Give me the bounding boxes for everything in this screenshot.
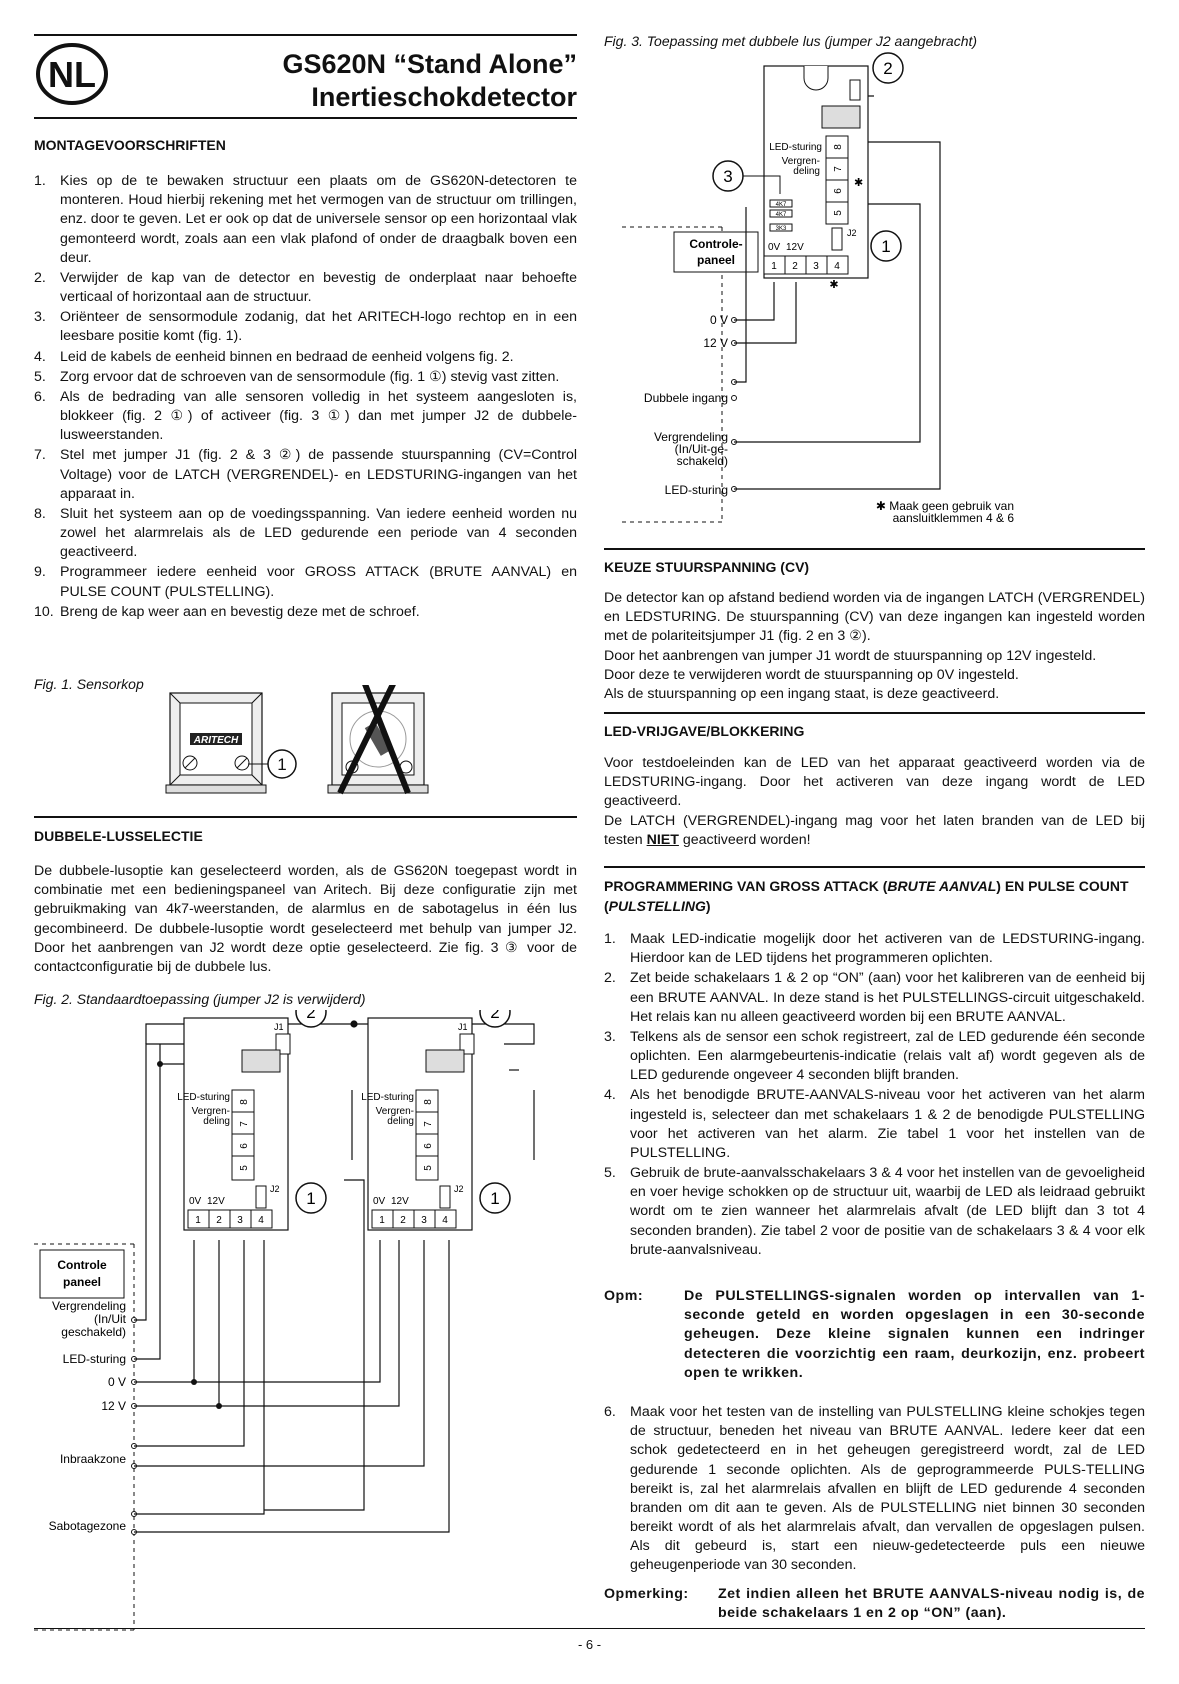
step-number: 4.	[34, 348, 46, 365]
montage-step	[34, 172, 577, 268]
svg-text:✱ Maak geen gebruik van: ✱ Maak geen gebruik van	[875, 499, 1014, 513]
fig3-diagram	[604, 52, 1145, 542]
step-number: 1.	[604, 931, 616, 947]
svg-text:Inbraakzone: Inbraakzone	[59, 1452, 126, 1466]
opmerking-text: Zet indien alleen het BRUTE AANVALS-niveau nodig is, de beide schakelaars 1 en 2 op “ON” (aan).	[718, 1586, 1145, 1622]
montage-heading: MONTAGEVOORSCHRIFTEN	[34, 137, 226, 153]
language-badge	[34, 42, 110, 106]
prog-step	[604, 1028, 1145, 1086]
niet-emphasis: NIET	[646, 831, 679, 848]
fig2-caption: Fig. 2. Standaardtoepassing (jumper J2 is verwijderd)	[34, 991, 366, 1007]
cv-heading: KEUZE STUURSPANNING (CV)	[604, 559, 810, 575]
svg-text:2: 2	[216, 1215, 222, 1226]
step-text: Zorg ervoor dat de schroeven van de sensormodule (fig. 1 ①) stevig vast zitten.	[60, 368, 560, 385]
page-number: - 6 -	[577, 1637, 602, 1652]
step-text: Zet beide schakelaars 1 & 2 op “ON” (aan) voor het kalibreren van de eenheid bij een BRUTE AANVAL. In deze stand is het PULSTELLINGS-circuit uitgeschakeld. Het relais kan nu alleen geactiveerd worden bij een BRUTE AANVAL.	[630, 970, 1145, 1025]
svg-text:6: 6	[833, 188, 844, 194]
cv-para-2: Door het aanbrengen van jumper J1 wordt de stuurspanning op 12V ingesteld.	[604, 647, 1097, 664]
svg-text:deling: deling	[793, 166, 820, 177]
svg-text:Vergrendeling: Vergrendeling	[51, 1299, 126, 1313]
svg-text:1: 1	[195, 1215, 201, 1226]
svg-text:paneel: paneel	[62, 1275, 102, 1289]
fig1-callout-number: 1	[277, 755, 287, 774]
svg-text:3K3: 3K3	[775, 226, 787, 232]
svg-text:4K7: 4K7	[775, 212, 787, 218]
svg-text:J2: J2	[847, 228, 857, 238]
svg-text:0 V: 0 V	[709, 313, 728, 327]
prog-heading: PROGRAMMERING VAN GROSS ATTACK (BRUTE AANVAL) EN PULSE COUNT (PULSTELLING)	[604, 878, 1129, 914]
step-text: Stel met jumper J1 (fig. 2 & 3 ②) de passende stuurspanning (CV=Control Voltage) voor de LATCH (VERGRENDEL)- en LEDSTURING-ingangen van het apparaat in.	[60, 447, 577, 502]
svg-text:7: 7	[239, 1121, 250, 1127]
svg-text:Dubbele ingang: Dubbele ingang	[643, 391, 728, 405]
led-para-2: De LATCH (VERGRENDEL)-ingang mag voor het laten branden van de LED bij testen NIET geactiveerd worden!	[604, 812, 1145, 848]
aritech-logo: ARITECH	[193, 735, 239, 746]
svg-text:J2: J2	[454, 1184, 464, 1194]
svg-text:Vergrendeling: Vergrendeling	[653, 430, 728, 444]
svg-text:LED-sturing: LED-sturing	[62, 1352, 126, 1366]
prog-steps	[604, 930, 1145, 1261]
opmerking-label: Opmerking:	[604, 1586, 689, 1602]
step-text: Kies op de te bewaken structuur een plaats om de GS620N-detectoren te monteren. Houd hierbij rekening met het vermogen van de structuur om trillingen, enz. door te geven. Let er ook op dat de universele sensor op een horizontaal vlak gemonteerd wordt, zoals aan een vlak plafond of onder de draagbalk boven een deur.	[60, 173, 577, 266]
step-number: 2.	[604, 970, 616, 987]
step-number: 2.	[34, 269, 46, 286]
svg-text:0V: 0V	[373, 1196, 386, 1207]
montage-step	[34, 348, 577, 367]
header-rule-top	[34, 34, 577, 36]
title-line-1: GS620N “Stand Alone”	[282, 49, 577, 79]
svg-text:Vergren-: Vergren-	[191, 1106, 230, 1117]
svg-text:2: 2	[306, 1010, 316, 1022]
svg-text:deling: deling	[203, 1116, 230, 1127]
step-number: 6.	[34, 388, 46, 405]
svg-text:J2: J2	[270, 1184, 280, 1194]
step-number: 9.	[34, 564, 46, 581]
svg-text:aansluitklemmen 4 & 6: aansluitklemmen 4 & 6	[892, 511, 1014, 525]
svg-text:0V: 0V	[189, 1196, 202, 1207]
led-para-1: Voor testdoeleinden kan de LED van het apparaat geactiveerd worden via de LEDSTURING-ingang. Door het activeren van deze ingang wordt de LED geactiveerd.	[604, 755, 1145, 810]
svg-text:Sabotagezone: Sabotagezone	[48, 1519, 126, 1533]
page-title	[160, 48, 577, 114]
step-text: Als het benodigde BRUTE-AANVALS-niveau voor het activeren van het alarm ingesteld is, selecteer dan met schakelaars 1 & 2 de benodigde PULSTELLING voor het activeren van het alarm. Zie tabel 1 voor het instellen van de PULSTELLING.	[630, 1087, 1145, 1161]
opmerking-note	[604, 1585, 1145, 1623]
svg-text:2: 2	[400, 1215, 406, 1226]
step-number: 7.	[34, 447, 46, 464]
step-number: 10.	[34, 603, 54, 620]
svg-text:5: 5	[833, 210, 844, 216]
svg-text:Controle: Controle	[57, 1258, 107, 1272]
prog-rule	[604, 866, 1145, 868]
svg-text:3: 3	[237, 1215, 243, 1226]
step6-text: Maak voor het testen van de instelling van PULSTELLING kleine schokjes tegen de structuur, beneden het niveau van BRUTE AANVAL. Iedere keer dat een schok gedetecteerd en in het geheugen geregistreerd wordt, zal de LED gedurende 1 seconde oplichten. Als de geprogrammeerde PULS-TELLING bereikt is, zal het alarmrelais afvallen en blijft de LED gedurende 4 seconden branden om dit aan te geven. Als de PULSTELLING niet binnen 30 seconden bereikt wordt of als het alarmrelais afvalt, dan vervallen de opgeslagen pulsen. Als dit gebeurd is, start een nieuw-gedetecteerde puls een nieuwe geheugenperiode van 30 seconden.	[630, 1404, 1145, 1574]
svg-text:4: 4	[834, 261, 840, 272]
cv-para-4: Als de stuurspanning op een ingang staat, is deze geactiveerd.	[604, 685, 1000, 702]
step-text: Programmeer iedere eenheid voor GROSS ATTACK (BRUTE AANVAL) en PULSE COUNT (PULSTELLING).	[60, 564, 577, 600]
svg-text:12 V: 12 V	[703, 336, 728, 350]
svg-text:8: 8	[239, 1099, 250, 1105]
montage-steps	[34, 172, 577, 623]
svg-text:2: 2	[883, 59, 893, 78]
svg-text:8: 8	[833, 144, 844, 150]
montage-step	[34, 368, 577, 387]
svg-text:LED-sturing: LED-sturing	[177, 1092, 230, 1103]
opm-note	[604, 1287, 1145, 1383]
fig1-caption: Fig. 1. Sensorkop	[34, 676, 144, 692]
prog-step-6	[604, 1403, 1145, 1577]
svg-text:1: 1	[306, 1189, 316, 1208]
step-text: Sluit het systeem aan op de voedingsspanning. Van iedere eenheid worden nu zowel het alarmrelais als de LED gedurende een periode van 4 seconden geactiveerd.	[60, 505, 577, 561]
step-text: Leid de kabels de eenheid binnen en bedraad de eenheid volgens fig. 2.	[60, 348, 514, 365]
svg-text:12V: 12V	[391, 1196, 409, 1207]
step-number: 8.	[34, 505, 46, 522]
svg-text:✱: ✱	[829, 279, 839, 291]
svg-text:4K7: 4K7	[775, 202, 787, 208]
svg-text:8: 8	[423, 1099, 434, 1105]
svg-text:6: 6	[239, 1143, 250, 1149]
svg-text:(In/Uit-ge-: (In/Uit-ge-	[674, 442, 728, 456]
svg-text:schakeld): schakeld)	[676, 454, 728, 468]
step-text: Oriënteer de sensormodule zodanig, dat het ARITECH-logo rechtop en in een leesbare positie komt (fig. 1).	[60, 309, 577, 345]
fig1-diagram	[160, 685, 490, 805]
svg-text:LED-sturing: LED-sturing	[361, 1092, 414, 1103]
svg-text:12V: 12V	[786, 242, 804, 253]
svg-text:Vergren-: Vergren-	[375, 1106, 414, 1117]
svg-text:0 V: 0 V	[107, 1375, 126, 1389]
step-number: 3.	[604, 1028, 616, 1045]
svg-text:7: 7	[833, 166, 844, 172]
montage-step	[34, 269, 577, 307]
svg-text:Controle-: Controle-	[689, 237, 743, 251]
fig2-board-b	[361, 1010, 510, 1230]
step-text: Verwijder de kap van de detector en bevestig de onderplaat naar behoefte verticaal of horizontaal aan de structuur.	[60, 269, 577, 306]
step-text: Maak LED-indicatie mogelijk door het activeren van de LEDSTURING-ingang. Hierdoor kan de LED tijdens het programmeren oplichten.	[630, 931, 1145, 967]
step-text: Gebruik de brute-aanvalsschakelaars 3 & 4 voor het instellen van de gevoeligheid en voer hevige schokken op de structuur uit, waarbij de LED als leidraad gebruikt wordt om te zien wanneer het alarmrelais afvalt (de LED blijft dan 3 tot 4 seconden branden). Zie tabel 2 voor de positie van de schakelaars 3 & 4 voor elk brute-aanvalsniveau.	[630, 1165, 1145, 1258]
step-number: 4.	[604, 1087, 616, 1104]
svg-text:6: 6	[423, 1143, 434, 1149]
montage-step	[34, 563, 577, 601]
sensor-head-correct	[166, 693, 266, 793]
opm-text: De PULSTELLINGS-signalen worden op intervallen van 1-seconde geteld en worden opgeslagen in een 30-seconde geheugen. Deze kleine signalen kunnen een indringer detecteren die voorzichtig een raam, deurkozijn, enz. probeert open te wrikken.	[684, 1288, 1145, 1381]
step-text: Breng de kap weer aan en bevestig deze met de schroef.	[60, 603, 420, 620]
led-rule	[604, 712, 1145, 714]
svg-text:(In/Uit: (In/Uit	[93, 1312, 126, 1326]
fig3-caption: Fig. 3. Toepassing met dubbele lus (jumper J2 aangebracht)	[604, 33, 978, 49]
step-text: Telkens als de sensor een schok registreert, zal de LED gedurende één seconde oplichten. Een alarmgebeurtenis-indicatie (relais valt af) wordt gegeven als de LED gedurende ongeveer 4 seconden blijft branden.	[630, 1028, 1145, 1084]
svg-text:12V: 12V	[207, 1196, 225, 1207]
svg-text:3: 3	[723, 167, 733, 186]
svg-text:3: 3	[813, 261, 819, 272]
prog-step	[604, 969, 1145, 1027]
montage-step	[34, 446, 577, 504]
svg-text:Vergren-: Vergren-	[781, 156, 820, 167]
svg-text:7: 7	[423, 1121, 434, 1127]
step-number: 5.	[34, 368, 46, 385]
prog-step	[604, 1164, 1145, 1260]
step-number: 3.	[34, 309, 46, 326]
step-number: 1.	[34, 173, 46, 189]
svg-text:5: 5	[423, 1165, 434, 1171]
svg-text:4: 4	[258, 1215, 264, 1226]
cv-body	[604, 589, 1145, 704]
svg-text:deling: deling	[387, 1116, 414, 1127]
step6-number: 6.	[604, 1404, 616, 1420]
opm-label: Opm:	[604, 1288, 644, 1304]
dubbel-heading: DUBBELE-LUSSELECTIE	[34, 828, 203, 844]
dubbel-rule	[34, 816, 577, 818]
svg-text:0V: 0V	[768, 242, 781, 253]
cv-para-3: Door deze te verwijderen wordt de stuurspanning op 0V ingesteld.	[604, 666, 1019, 683]
svg-text:1: 1	[771, 261, 777, 272]
dubbel-body: De dubbele-lusoptie kan geselecteerd worden, als de GS620N toegepast wordt in combinatie met een bedieningspaneel van Aritech. Bij deze configuratie zijn met gebruikmaking van 4k7-weerstanden, de alarmlus en de sabotagelus in één lus gecombineerd. De dubbele-lusoptie wordt geselecteerd met behulp van jumper J2. Door het aanbrengen van J2 wordt deze optie geselecteerd. Zie fig. 3 ③ voor de contactconfiguratie bij de dubbele lus.	[34, 863, 577, 975]
step-number: 5.	[604, 1165, 616, 1182]
title-line-2: Inertieschokdetector	[311, 82, 577, 112]
sensor-head-wrong	[328, 685, 428, 793]
montage-step	[34, 505, 577, 563]
svg-text:4: 4	[442, 1215, 448, 1226]
cv-para-1: De detector kan op afstand bediend worden via de ingangen LATCH (VERGRENDEL) en LEDSTURING. De stuurspanning (CV) van deze ingangen kan ingesteld worden met de polariteitsjumper J1 (fig. 2 en 3 ②).	[604, 590, 1145, 645]
fig2-diagram	[34, 1010, 577, 1640]
svg-text:✱: ✱	[854, 177, 864, 189]
montage-step	[34, 603, 577, 622]
led-heading: LED-VRIJGAVE/BLOKKERING	[604, 723, 805, 739]
prog-step	[604, 930, 1145, 968]
svg-text:3: 3	[421, 1215, 427, 1226]
svg-text:2: 2	[792, 261, 798, 272]
svg-text:LED-sturing: LED-sturing	[664, 483, 728, 497]
svg-text:5: 5	[239, 1165, 250, 1171]
montage-step	[34, 308, 577, 346]
svg-text:J1: J1	[458, 1022, 468, 1032]
fig2-board-a	[177, 1010, 326, 1230]
cv-rule	[604, 548, 1145, 550]
svg-text:LED-sturing: LED-sturing	[769, 142, 822, 153]
montage-step	[34, 388, 577, 446]
svg-text:1: 1	[379, 1215, 385, 1226]
svg-text:1: 1	[490, 1189, 500, 1208]
svg-text:paneel: paneel	[696, 253, 736, 267]
led-body	[604, 754, 1145, 850]
svg-text:2: 2	[490, 1010, 500, 1022]
language-code: NL	[48, 54, 96, 95]
prog-step	[604, 1086, 1145, 1163]
svg-text:geschakeld): geschakeld)	[61, 1325, 126, 1339]
footer-rule	[34, 1628, 1145, 1629]
svg-text:J1: J1	[274, 1022, 284, 1032]
step-text: Als de bedrading van alle sensoren volledig in het systeem aangesloten is, blokkeer (fig. 2 ①) of activeer (fig. 3 ①) dan met jumper J2 de dubbele-lusweerstanden.	[60, 388, 577, 444]
svg-text:12 V: 12 V	[101, 1399, 126, 1413]
svg-text:1: 1	[881, 237, 891, 256]
header-rule-bottom	[34, 117, 577, 119]
